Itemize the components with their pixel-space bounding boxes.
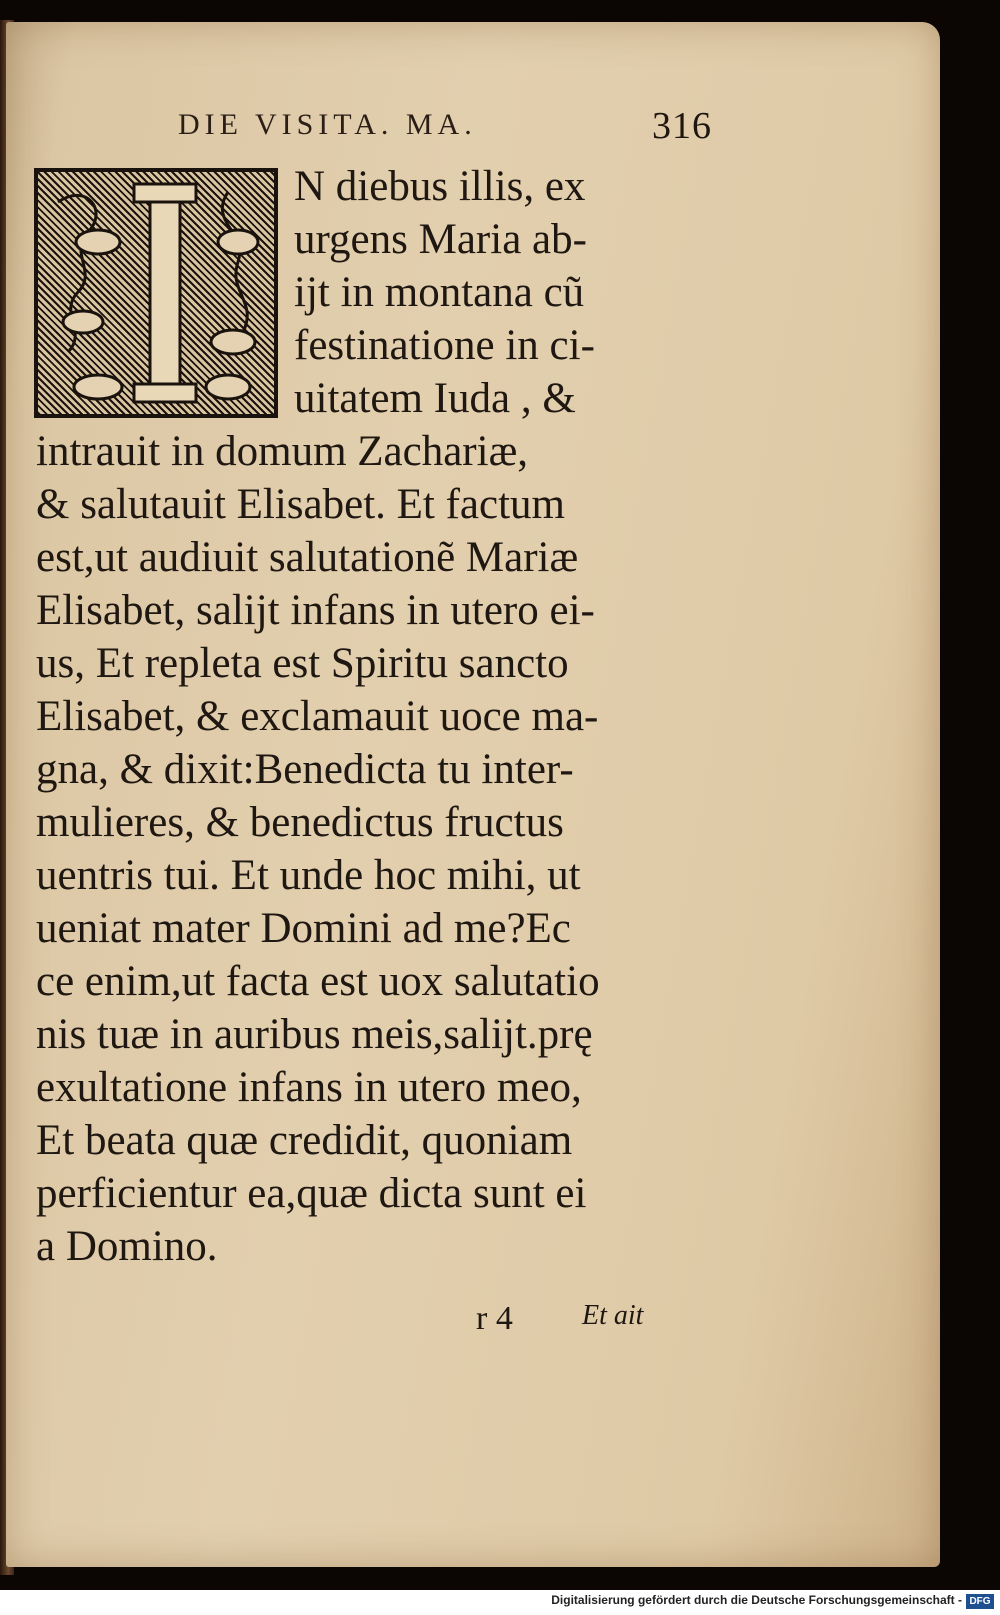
page-number: 316 <box>652 105 712 147</box>
dfg-logo: DFG <box>966 1594 994 1609</box>
text-line: Elisabet, salijt infans in utero ei- <box>36 587 595 634</box>
running-head: DIE VISITA. MA. <box>178 108 477 141</box>
text-line: exultatione infans in utero meo, <box>36 1064 582 1111</box>
text-line: Et beata quæ credidit, quoniam <box>36 1117 573 1164</box>
footer-bar <box>0 1590 1000 1615</box>
text-line: & salutauit Elisabet. Et factum <box>36 481 565 528</box>
text-line: perficientur ea,quæ dicta sunt ei <box>36 1170 587 1217</box>
text-line: ueniat mater Domini ad me?Ec <box>36 905 571 952</box>
text-line: ce enim,ut facta est uox salutatio <box>36 958 600 1005</box>
funding-credit: Digitalisierung gefördert durch die Deutsche Forschungsgemeinschaft - <box>551 1593 962 1607</box>
text-line: gna, & dixit:Benedicta tu inter- <box>36 746 574 793</box>
text-line: est,ut audiuit salutationẽ Mariæ <box>36 534 579 581</box>
text-line: a Domino. <box>36 1223 218 1270</box>
text-line: uitatem Iuda , & <box>294 375 576 422</box>
body-text <box>36 160 656 1273</box>
catchword: Et ait <box>582 1300 644 1331</box>
text-line: urgens Maria ab- <box>294 216 587 263</box>
text-line: N diebus illis, ex <box>294 163 586 210</box>
text-line: intrauit in domum Zachariæ, <box>36 428 529 475</box>
text-line: us, Et repleta est Spiritu sancto <box>36 640 569 687</box>
text-line: nis tuæ in auribus meis,salijt.prę <box>36 1011 593 1058</box>
text-line: ijt in montana cũ <box>294 269 585 316</box>
text-line: festinatione in ci- <box>294 322 595 369</box>
text-line: Elisabet, & exclamauit uoce ma- <box>36 693 599 740</box>
text-line: uentris tui. Et unde hoc mihi, ut <box>36 852 581 899</box>
text-line: mulieres, & benedictus fructus <box>36 799 564 846</box>
signature-mark: r 4 <box>476 1300 513 1337</box>
